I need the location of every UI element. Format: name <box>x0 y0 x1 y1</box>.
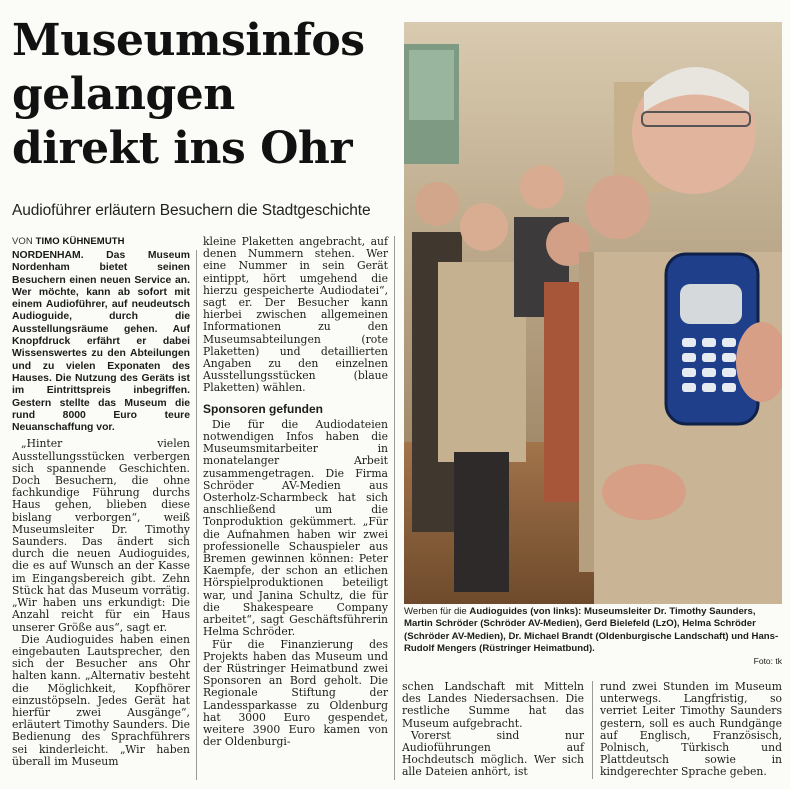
body-paragraph: „Hinter vielen Ausstellungsstücken verbergen sich spannende Geschichten. Doch Besuchern, die ohne fachkundige Führung durchs Haus gehen, blieben diese bislang verborgen“, weiß Museumsleiter Dr. Timothy Saunders. Das ändert sich durch die neuen Audioguides, die es auf Wunsch an der Kasse im Eingangsbereich gibt. Zehn Stück hat das Museum vorrätig. „Wir haben uns erkundigt: Die Anzahl reicht für ein Haus unserer Größe aus“, sagt er. <box>12 437 190 634</box>
body-paragraph: Die für die Audiodateien notwendigen Infos haben die Museumsmitarbeiter in monatelanger Arbeit zusammengetragen. Die Firma Schröder AV-Medien aus Osterholz-Scharmbeck hat sich anschließend um die Tonproduktion gekümmert. „Für die Aufnahmen haben wir zwei professionelle Schauspieler aus Bremen gewinnen können: Peter Kaempfe, der schon an etlichen Hörspielproduktionen beteiligt war, und Janina Schultz, die für die Shakespeare Company arbeitet“, sagt Geschäftsführerin Helma Schröder. <box>203 417 388 639</box>
body-paragraph: Vorerst sind nur Audioführungen auf Hochdeutsch möglich. Wer sich alle Dateien anhört, ist <box>402 728 584 779</box>
byline <box>12 236 125 247</box>
body-paragraph: Für die Finanzierung des Projekts haben das Museum und der Rüstringer Heimatbund zwei Sponsoren an Bord geholt. Die Regionale Stiftung der Landessparkasse zu Oldenburg hat 3000 Euro gespendet, weitere 3900 Euro kamen von der Oldenburgi- <box>203 637 388 749</box>
column-divider <box>394 236 395 780</box>
caption-lead: Werben für die <box>404 606 467 617</box>
caption-keyword: Audioguides <box>469 606 528 617</box>
article-column-4 <box>600 681 782 779</box>
headline-line-1: Museumsinfos <box>12 15 365 66</box>
headline-line-2: gelangen <box>12 69 235 120</box>
headline <box>12 14 392 176</box>
section-subhead: Sponsoren gefunden <box>203 401 323 416</box>
headline-line-3: direkt ins Ohr <box>12 123 353 174</box>
subheadline: Audioführer erläutern Besuchern die Stadtgeschichte <box>12 202 371 219</box>
news-photo <box>404 22 782 604</box>
column-divider <box>196 250 197 780</box>
article-column-2 <box>203 236 388 748</box>
photo-caption <box>404 606 782 667</box>
body-paragraph: kleine Plaketten angebracht, auf denen Nummern stehen. Wer eine Nummer in sein Gerät eintippt, hört umgehend die hierzu gespeicherte Audiodatei“, sagt er. Der Besucher kann hierbei zwischen allgemeinen Informationen zu den Museumsabteilungen (rote Plaketten) und detaillierten Angaben zu den einzelnen Ausstellungsstücken (blaue Plaketten) wählen. <box>203 235 388 395</box>
column-divider <box>592 681 593 779</box>
body-paragraph: Die Audioguides haben einen eingebauten Lautsprecher, den sich der Besucher ans Ohr halten kann. „Alternativ besteht die Möglichkeit, Kopfhörer einzustöpseln. Jedes Gerät hat hierfür zwei Ausgänge“, erläutert Timothy Saunders. Die Bedienung des Sprachführers sei kinderleicht. „Wir haben überall im Museum <box>12 632 190 768</box>
photo-group-of-men-with-audioguides <box>404 22 782 604</box>
article-column-1 <box>12 250 190 768</box>
body-paragraph: rund zwei Stunden im Museum unterwegs. Langfristig, so verriet Leiter Timothy Saunders gestern, soll es auch Rundgänge auf Englisch, Französisch, Polnisch, Türkisch und Plattdeutsch sowie in kindgerechter Sprache geben. <box>600 680 782 779</box>
byline-author: TIMO KÜHNEMUTH <box>35 236 125 247</box>
photo-credit: Foto: tk <box>753 656 782 667</box>
lead-paragraph: NORDENHAM. Das Museum Nordenham bietet seinen Besuchern einen neuen Service an. Wer möchte, kann ab sofort mit einem Audioführer, auf neudeutsch Audioguide, durch die Ausstellungsräume gehen. Auf Knopfdruck erfährt er dabei Wissenswertes zu den Abteilungen und zu vielen Exponaten des Hauses. Die Nutzung des Geräts ist im Eintrittspreis inbegriffen. Gestern stellte das Museum die rund 8000 Euro teure Neuanschaffung vor. <box>12 250 190 434</box>
caption-text: (von links): Museumsleiter Dr. Timothy Saunders, Martin Schröder (Schröder AV-Medien), Gerd Bielefeld (LzO), Helma Schröder (Schröder AV-Medien), Dr. Michael Brandt (Oldenburgische Landschaft) und Hans-Rudolf Mengers (Rüstringer Heimatbund). <box>404 606 779 655</box>
article-column-3 <box>402 681 584 779</box>
byline-prefix: VON <box>12 236 33 247</box>
body-paragraph: schen Landschaft mit Mitteln des Landes Niedersachsen. Die restliche Summe hat das Museum aufgebracht. <box>402 680 584 730</box>
